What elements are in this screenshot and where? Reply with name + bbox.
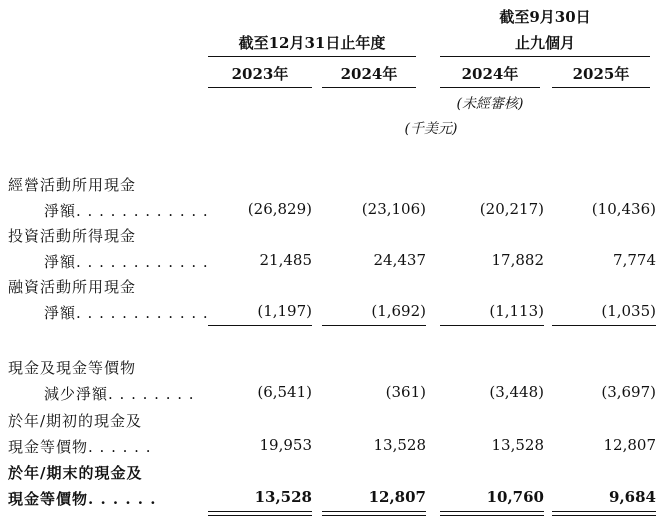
row-label-investing: 投資活動所得現金 [8, 227, 137, 245]
year-rule-3 [440, 87, 540, 88]
cell-value: (10,436) [591, 200, 656, 218]
cell-value: (26,829) [247, 200, 312, 218]
cell-value: (1,692) [371, 302, 426, 320]
nine-month-period-header-line2: 止九個月 [514, 34, 575, 52]
row-label-financing: 融資活動所用現金 [8, 278, 137, 296]
year-header-2024-nine-month: 2024年 [461, 65, 519, 83]
dot-leader: . . . . . . . . . . . . [76, 304, 209, 322]
dot-leader: . . . . . . . . . . . . [76, 253, 209, 271]
total-double-rule [440, 511, 544, 516]
cell-value: 13,528 [491, 436, 544, 454]
cell-value: 17,882 [491, 251, 544, 269]
cell-value: 21,485 [259, 251, 312, 269]
total-value: 12,807 [368, 488, 426, 506]
cell-value: (1,197) [257, 302, 312, 320]
cell-value: 12,807 [603, 436, 656, 454]
row-label-net-decrease: 現金及現金等價物 [8, 359, 137, 377]
year-header-2024-annual: 2024年 [340, 65, 398, 83]
row-sublabel: 淨額. . . . . . . . . . . . [44, 304, 209, 322]
dot-leader: . . . . . . . . . . . . [76, 202, 209, 220]
cell-value: (23,106) [361, 200, 426, 218]
cell-value: 24,437 [373, 251, 426, 269]
subtotal-rule [440, 325, 544, 326]
row-sublabel: 淨額. . . . . . . . . . . . [44, 202, 209, 220]
dot-leader: . . . . . . [88, 438, 152, 456]
row-label-closing-cash: 於年/期末的現金及 [8, 464, 143, 482]
nine-month-header-rule [440, 56, 650, 57]
total-double-rule [552, 511, 656, 516]
cell-value: 7,774 [613, 251, 656, 269]
row-sublabel: 減少淨額. . . . . . . . [44, 385, 195, 403]
cell-value: 13,528 [373, 436, 426, 454]
subtotal-rule [552, 325, 656, 326]
total-value: 9,684 [609, 488, 656, 506]
cell-value: (6,541) [257, 383, 312, 401]
total-double-rule [322, 511, 426, 516]
cell-value: (1,035) [601, 302, 656, 320]
year-rule-1 [208, 87, 312, 88]
year-rule-4 [552, 87, 650, 88]
cell-value: 19,953 [259, 436, 312, 454]
row-sublabel: 淨額. . . . . . . . . . . . [44, 253, 209, 271]
row-sublabel: 現金等價物. . . . . . [8, 438, 152, 456]
dot-leader: . . . . . . . . [108, 385, 195, 403]
row-label-operating: 經營活動所用現金 [8, 176, 137, 194]
cell-value: (361) [385, 383, 426, 401]
subtotal-rule [322, 325, 426, 326]
unit-note: (千美元) [404, 121, 458, 137]
total-value: 13,528 [254, 488, 312, 506]
cell-value: (3,697) [601, 383, 656, 401]
annual-period-header: 截至12月31日止年度 [238, 34, 386, 52]
cell-value: (3,448) [489, 383, 544, 401]
year-rule-2 [322, 87, 416, 88]
year-header-2023: 2023年 [231, 65, 289, 83]
cell-value: (20,217) [479, 200, 544, 218]
row-sublabel: 現金等價物. . . . . . [8, 490, 157, 508]
year-header-2025: 2025年 [572, 65, 630, 83]
unaudited-note: (未經審核) [456, 96, 524, 112]
total-double-rule [208, 511, 312, 516]
annual-header-rule [208, 56, 416, 57]
subtotal-rule [208, 325, 312, 326]
dot-leader: . . . . . . [88, 490, 157, 508]
cell-value: (1,113) [489, 302, 544, 320]
row-label-opening-cash: 於年/期初的現金及 [8, 412, 143, 430]
nine-month-period-header-line1: 截至9月30日 [499, 8, 591, 26]
total-value: 10,760 [486, 488, 544, 506]
